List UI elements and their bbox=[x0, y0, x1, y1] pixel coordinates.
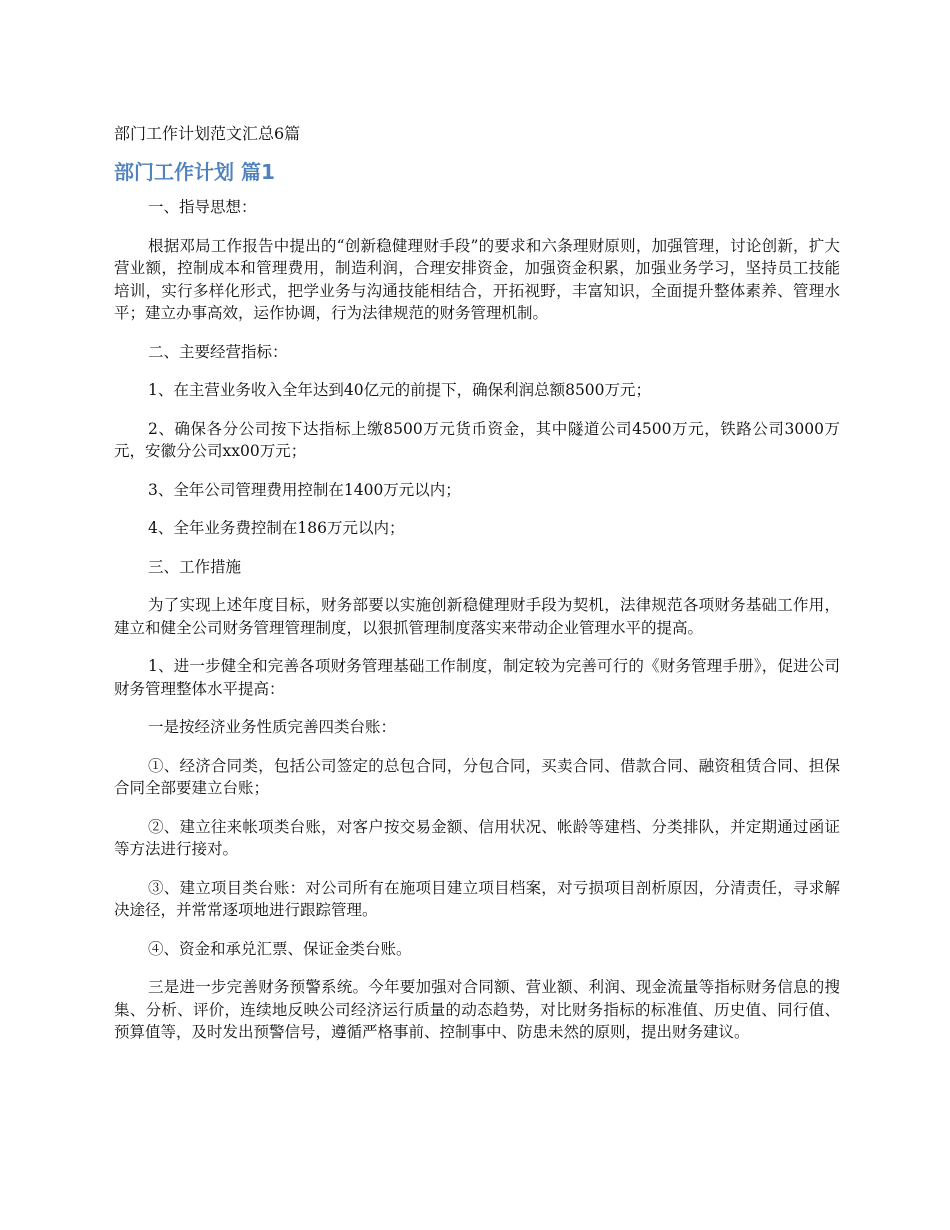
paragraph-guiding-ideology-heading: 一、指导思想： bbox=[148, 198, 257, 216]
paragraph-measure-1: 1、进一步健全和完善各项财务管理基础工作制度，制定较为完善可行的《财务管理手册》，促进公司财务管理整体水平提高： bbox=[114, 657, 840, 698]
paragraph-ledger-3: ③、建立项目类台账：对公司所有在施项目建立项目档案，对亏损项目剖析原因，分清责任，寻求解决途径，并常常逐项地进行跟踪管理。 bbox=[114, 878, 840, 919]
paragraph-ledger-1: ①、经济合同类，包括公司签定的总包合同，分包合同，买卖合同、借款合同、融资租赁合同、担保合同全部要建立台账； bbox=[114, 756, 840, 797]
document-title: 部门工作计划范文汇总6篇 bbox=[114, 124, 301, 143]
paragraph-indicator-3: 3、全年公司管理费用控制在1400万元以内； bbox=[148, 480, 461, 499]
paragraph-ledger-4: ④、资金和承兑汇票、保证金类台账。 bbox=[148, 939, 412, 958]
paragraph-indicator-2: 2、确保各分公司按下达指标上缴8500万元货币资金，其中隧道公司4500万元，铁路公司3000万元，安徽分公司xx00万元； bbox=[114, 419, 840, 460]
paragraph-indicator-4: 4、全年业务费控制在186万元以内； bbox=[148, 519, 405, 537]
paragraph-work-measures-intro: 为了实现上述年度目标，财务部要以实施创新稳健理财手段为契机，法律规范各项财务基础工作用，建立和健全公司财务管理管理制度，以狠抓管理制度落实来带动企业管理水平的提高。 bbox=[114, 596, 840, 637]
paragraph-work-measures-heading: 三、工作措施 bbox=[148, 557, 242, 576]
document-page bbox=[114, 122, 840, 1060]
paragraph-guiding-ideology: 根据邓局工作报告中提出的“创新稳健理财手段”的要求和六条理财原则，加强管理，讨论创新，扩大营业额，控制成本和管理费用，制造利润，合理安排资金，加强资金积累，加强业务学习，坚持员工技能培训，实行多样化形式，把学业务与沟通技能相结合，开拓视野，丰富知识，全面提升整体素养、管理水平；建立办事高效，运作协调，行为法律规范的财务管理机制。 bbox=[114, 236, 840, 322]
paragraph-indicator-1: 1、在主营业务收入全年达到40亿元的前提下，确保利润总额8500万元； bbox=[148, 381, 652, 399]
section-heading: 部门工作计划 篇1 bbox=[114, 160, 275, 184]
paragraph-ledger-2: ②、建立往来帐项类台账，对客户按交易金额、信用状况、帐龄等建档、分类排队，并定期通过函证等方法进行接对。 bbox=[114, 817, 840, 858]
paragraph-warning-system: 三是进一步完善财务预警系统。今年要加强对合同额、营业额、利润、现金流量等指标财务信息的搜集、分析、评价，连续地反映公司经济运行质量的动态趋势，对比财务指标的标准值、历史值、同行值、预算值等，及时发出预警信号，遵循严格事前、控制事中、防患未然的原则，提出财务建议。 bbox=[114, 978, 840, 1041]
paragraph-key-indicators-heading: 二、主要经营指标： bbox=[148, 342, 288, 361]
paragraph-four-ledgers: 一是按经济业务性质完善四类台账： bbox=[148, 718, 397, 736]
